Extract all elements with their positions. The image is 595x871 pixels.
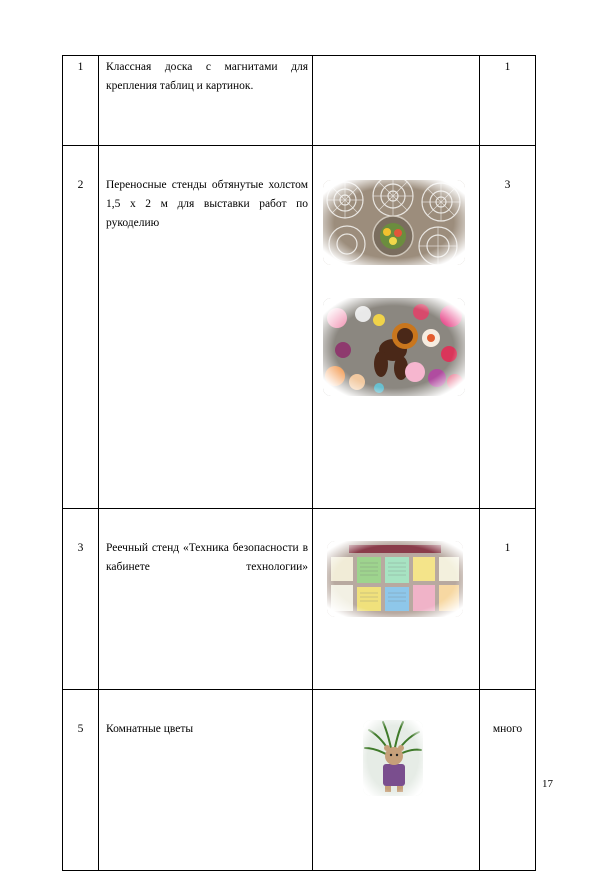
page-number: 17	[542, 778, 553, 790]
row-name-cell	[99, 56, 313, 146]
row-image-cell	[313, 146, 480, 509]
inventory-table	[62, 55, 536, 871]
safety-board-photo	[327, 541, 463, 617]
lace-doilies-photo	[323, 180, 465, 265]
row-name: Комнатные цветы	[106, 723, 194, 735]
table-row	[63, 146, 536, 509]
row-quantity: 1	[480, 56, 536, 146]
row-number: 2	[63, 146, 99, 509]
crafts-photo	[323, 298, 465, 396]
table-row	[63, 690, 536, 871]
row-name: Классная доска с магнитами для крепления таблиц и картинок.	[106, 61, 308, 92]
row-quantity: 1	[480, 509, 536, 690]
houseplant-photo	[363, 720, 423, 796]
row-name-cell	[99, 146, 313, 509]
row-number: 1	[63, 56, 99, 146]
row-number: 3	[63, 509, 99, 690]
row-quantity: много	[480, 690, 536, 871]
row-name: Переносные стенды обтянутые холстом 1,5 х 2 м для выставки работ по рукоделию	[106, 179, 308, 229]
row-name-cell	[99, 509, 313, 690]
row-image-cell	[313, 509, 480, 690]
row-image-cell	[313, 690, 480, 871]
row-number: 5	[63, 690, 99, 871]
table-row	[63, 509, 536, 690]
row-name: Реечный стенд «Техника безопасности в кабинете технологии»	[106, 542, 308, 573]
row-image-cell	[313, 56, 480, 146]
row-quantity: 3	[480, 146, 536, 509]
table-row	[63, 56, 536, 146]
row-name-cell	[99, 690, 313, 871]
